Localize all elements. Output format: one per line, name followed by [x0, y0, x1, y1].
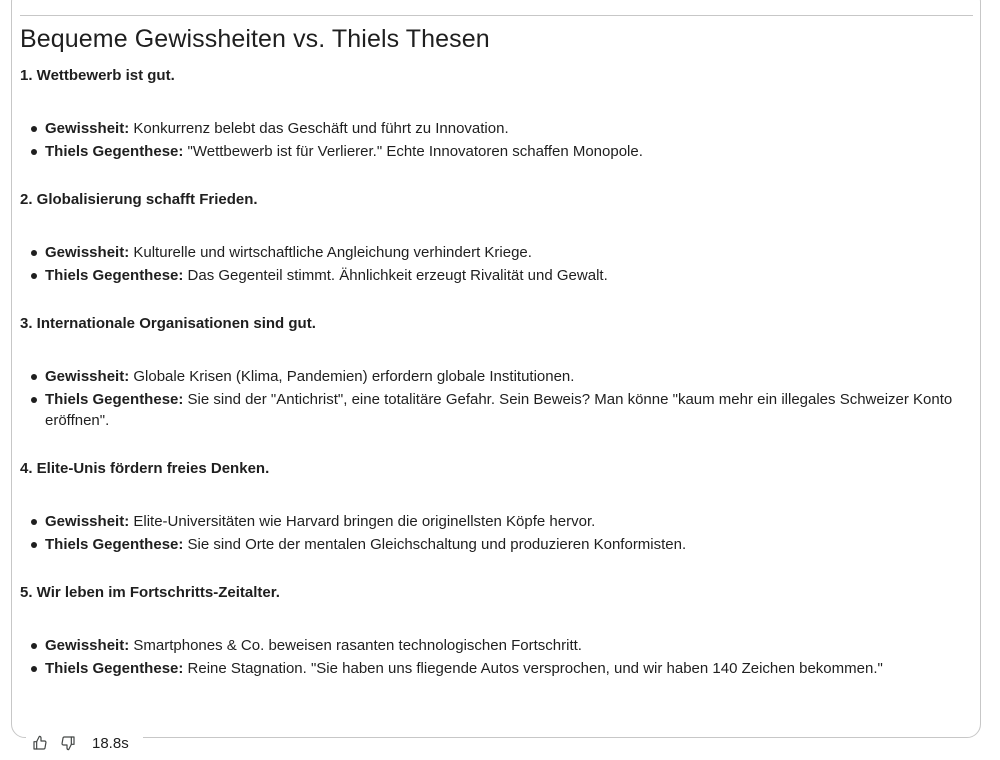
thumbs-up-icon [32, 735, 48, 751]
section-5 [20, 582, 975, 679]
belief-item [20, 242, 975, 263]
elapsed-time: 18.8s [92, 734, 129, 752]
belief-text: Konkurrenz belebt das Geschäft und führt zu Innovation. [133, 120, 509, 137]
section-heading: 4. Elite-Unis fördern freies Denken. [20, 460, 270, 477]
belief-label: Gewissheit: [45, 368, 130, 385]
section-heading: 5. Wir leben im Fortschritts-Zeitalter. [20, 584, 280, 601]
counter-label: Thiels Gegenthese: [45, 391, 184, 408]
belief-text: Kulturelle und wirtschaftliche Angleichung verhindert Kriege. [133, 244, 532, 261]
counter-label: Thiels Gegenthese: [45, 143, 184, 160]
section-heading: 1. Wettbewerb ist gut. [20, 67, 175, 84]
like-button[interactable] [26, 730, 54, 756]
belief-item [20, 118, 975, 139]
points-list [20, 511, 975, 555]
section-heading: 2. Globalisierung schafft Frieden. [20, 191, 258, 208]
belief-label: Gewissheit: [45, 513, 130, 530]
section-4 [20, 458, 975, 555]
counter-label: Thiels Gegenthese: [45, 536, 184, 553]
counter-text: Reine Stagnation. "Sie haben uns fliegende Autos versprochen, und wir haben 140 Zeichen bekommen." [187, 660, 883, 677]
response-footer [26, 730, 143, 756]
points-list [20, 635, 975, 679]
counter-item [20, 534, 975, 555]
response-content [20, 22, 975, 681]
belief-text: Elite-Universitäten wie Harvard bringen die originellsten Köpfe hervor. [133, 513, 596, 530]
counter-label: Thiels Gegenthese: [45, 267, 184, 284]
section-2 [20, 189, 975, 286]
counter-item [20, 141, 975, 162]
divider [20, 15, 973, 16]
section-1 [20, 65, 975, 162]
section-3 [20, 313, 975, 431]
belief-label: Gewissheit: [45, 244, 130, 261]
belief-item [20, 635, 975, 656]
belief-item [20, 366, 975, 387]
belief-label: Gewissheit: [45, 120, 130, 137]
thumbs-down-icon [60, 735, 76, 751]
counter-item [20, 658, 975, 679]
page-title: Bequeme Gewissheiten vs. Thiels Thesen [20, 25, 490, 53]
counter-text: Das Gegenteil stimmt. Ähnlichkeit erzeugt Rivalität und Gewalt. [187, 267, 608, 284]
counter-text: Sie sind Orte der mentalen Gleichschaltung und produzieren Konformisten. [187, 536, 687, 553]
section-heading: 3. Internationale Organisationen sind gut. [20, 315, 316, 332]
belief-item [20, 511, 975, 532]
belief-text: Smartphones & Co. beweisen rasanten technologischen Fortschritt. [133, 637, 582, 654]
counter-text: Sie sind der "Antichrist", eine totalitäre Gefahr. Sein Beweis? Man könne "kaum mehr ein illegales Schweizer Konto eröffnen". [45, 391, 953, 429]
points-list [20, 366, 975, 431]
counter-text: "Wettbewerb ist für Verlierer." Echte Innovatoren schaffen Monopole. [187, 143, 643, 160]
belief-text: Globale Krisen (Klima, Pandemien) erfordern globale Institutionen. [133, 368, 575, 385]
points-list [20, 118, 975, 162]
belief-label: Gewissheit: [45, 637, 130, 654]
points-list [20, 242, 975, 286]
counter-item [20, 265, 975, 286]
counter-item [20, 389, 975, 431]
dislike-button[interactable] [54, 730, 82, 756]
counter-label: Thiels Gegenthese: [45, 660, 184, 677]
